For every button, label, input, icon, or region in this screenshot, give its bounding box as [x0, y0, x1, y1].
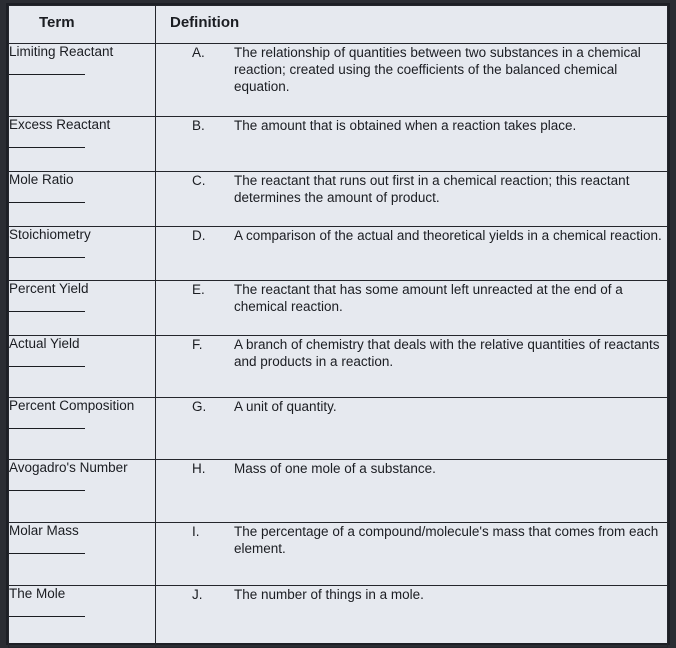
definition-text: A unit of quantity.	[234, 399, 337, 414]
definition-text: The reactant that runs out first in a chemical reaction; this reactant determines the amount of product.	[234, 173, 630, 205]
definition-cell	[156, 460, 668, 523]
answer-blank[interactable]	[9, 311, 85, 312]
definition-cell	[156, 172, 668, 227]
term-cell	[9, 227, 156, 281]
table-row	[9, 44, 668, 117]
term-label: Avogadro's Number	[9, 460, 128, 475]
definition-cell	[156, 336, 668, 398]
answer-blank[interactable]	[9, 553, 85, 554]
header-row	[9, 6, 668, 44]
term-label: The Mole	[9, 586, 66, 601]
term-label: Excess Reactant	[9, 117, 111, 132]
term-label: Limiting Reactant	[9, 44, 114, 59]
definition-cell	[156, 586, 668, 648]
term-cell	[9, 460, 156, 523]
definition-cell	[156, 281, 668, 336]
term-cell	[9, 117, 156, 172]
table-row	[9, 281, 668, 336]
answer-blank[interactable]	[9, 428, 85, 429]
term-cell	[9, 523, 156, 586]
table-row	[9, 398, 668, 460]
table-row	[9, 336, 668, 398]
worksheet-page	[6, 3, 670, 645]
answer-blank[interactable]	[9, 366, 85, 367]
answer-blank[interactable]	[9, 202, 85, 203]
definition-text: A comparison of the actual and theoretical yields in a chemical reaction.	[234, 228, 662, 243]
answer-blank[interactable]	[9, 616, 85, 617]
answer-blank[interactable]	[9, 490, 85, 491]
definition-text: The reactant that has some amount left unreacted at the end of a chemical reaction.	[234, 282, 623, 314]
definition-column-header: Definition	[156, 6, 668, 44]
term-cell	[9, 44, 156, 117]
term-cell	[9, 586, 156, 648]
definition-letter: J.	[192, 587, 203, 602]
vocabulary-matching-table	[8, 5, 668, 648]
definition-letter: G.	[192, 399, 207, 414]
answer-blank[interactable]	[9, 147, 85, 148]
table-row	[9, 523, 668, 586]
term-label: Percent Yield	[9, 281, 89, 296]
table-row	[9, 227, 668, 281]
table-row	[9, 460, 668, 523]
definition-cell	[156, 44, 668, 117]
term-label: Stoichiometry	[9, 227, 91, 242]
definition-letter: H.	[192, 461, 206, 476]
definition-text: The amount that is obtained when a reaction takes place.	[234, 118, 577, 133]
table-row	[9, 586, 668, 648]
definition-cell	[156, 227, 668, 281]
definition-letter: F.	[192, 337, 203, 352]
definition-text: The relationship of quantities between two substances in a chemical reaction; created using the coefficients of the balanced chemical equation.	[234, 45, 641, 94]
term-label: Percent Composition	[9, 398, 135, 413]
definition-cell	[156, 117, 668, 172]
answer-blank[interactable]	[9, 257, 85, 258]
term-column-header: Term	[9, 6, 156, 44]
definition-letter: C.	[192, 173, 206, 188]
definition-text: The percentage of a compound/molecule's mass that comes from each element.	[234, 524, 659, 556]
term-label: Mole Ratio	[9, 172, 74, 187]
table-row	[9, 117, 668, 172]
term-cell	[9, 281, 156, 336]
definition-text: Mass of one mole of a substance.	[234, 461, 436, 476]
definition-letter: I.	[192, 524, 200, 539]
term-cell	[9, 398, 156, 460]
term-cell	[9, 336, 156, 398]
term-cell	[9, 172, 156, 227]
term-label: Actual Yield	[9, 336, 80, 351]
definition-text: The number of things in a mole.	[234, 587, 424, 602]
definition-letter: E.	[192, 282, 205, 297]
definition-letter: A.	[192, 45, 205, 60]
definition-cell	[156, 523, 668, 586]
term-label: Molar Mass	[9, 523, 79, 538]
definition-letter: D.	[192, 228, 206, 243]
definition-text: A branch of chemistry that deals with the relative quantities of reactants and products in a reaction.	[234, 337, 660, 369]
definition-letter: B.	[192, 118, 205, 133]
answer-blank[interactable]	[9, 74, 85, 75]
definition-cell	[156, 398, 668, 460]
table-row	[9, 172, 668, 227]
